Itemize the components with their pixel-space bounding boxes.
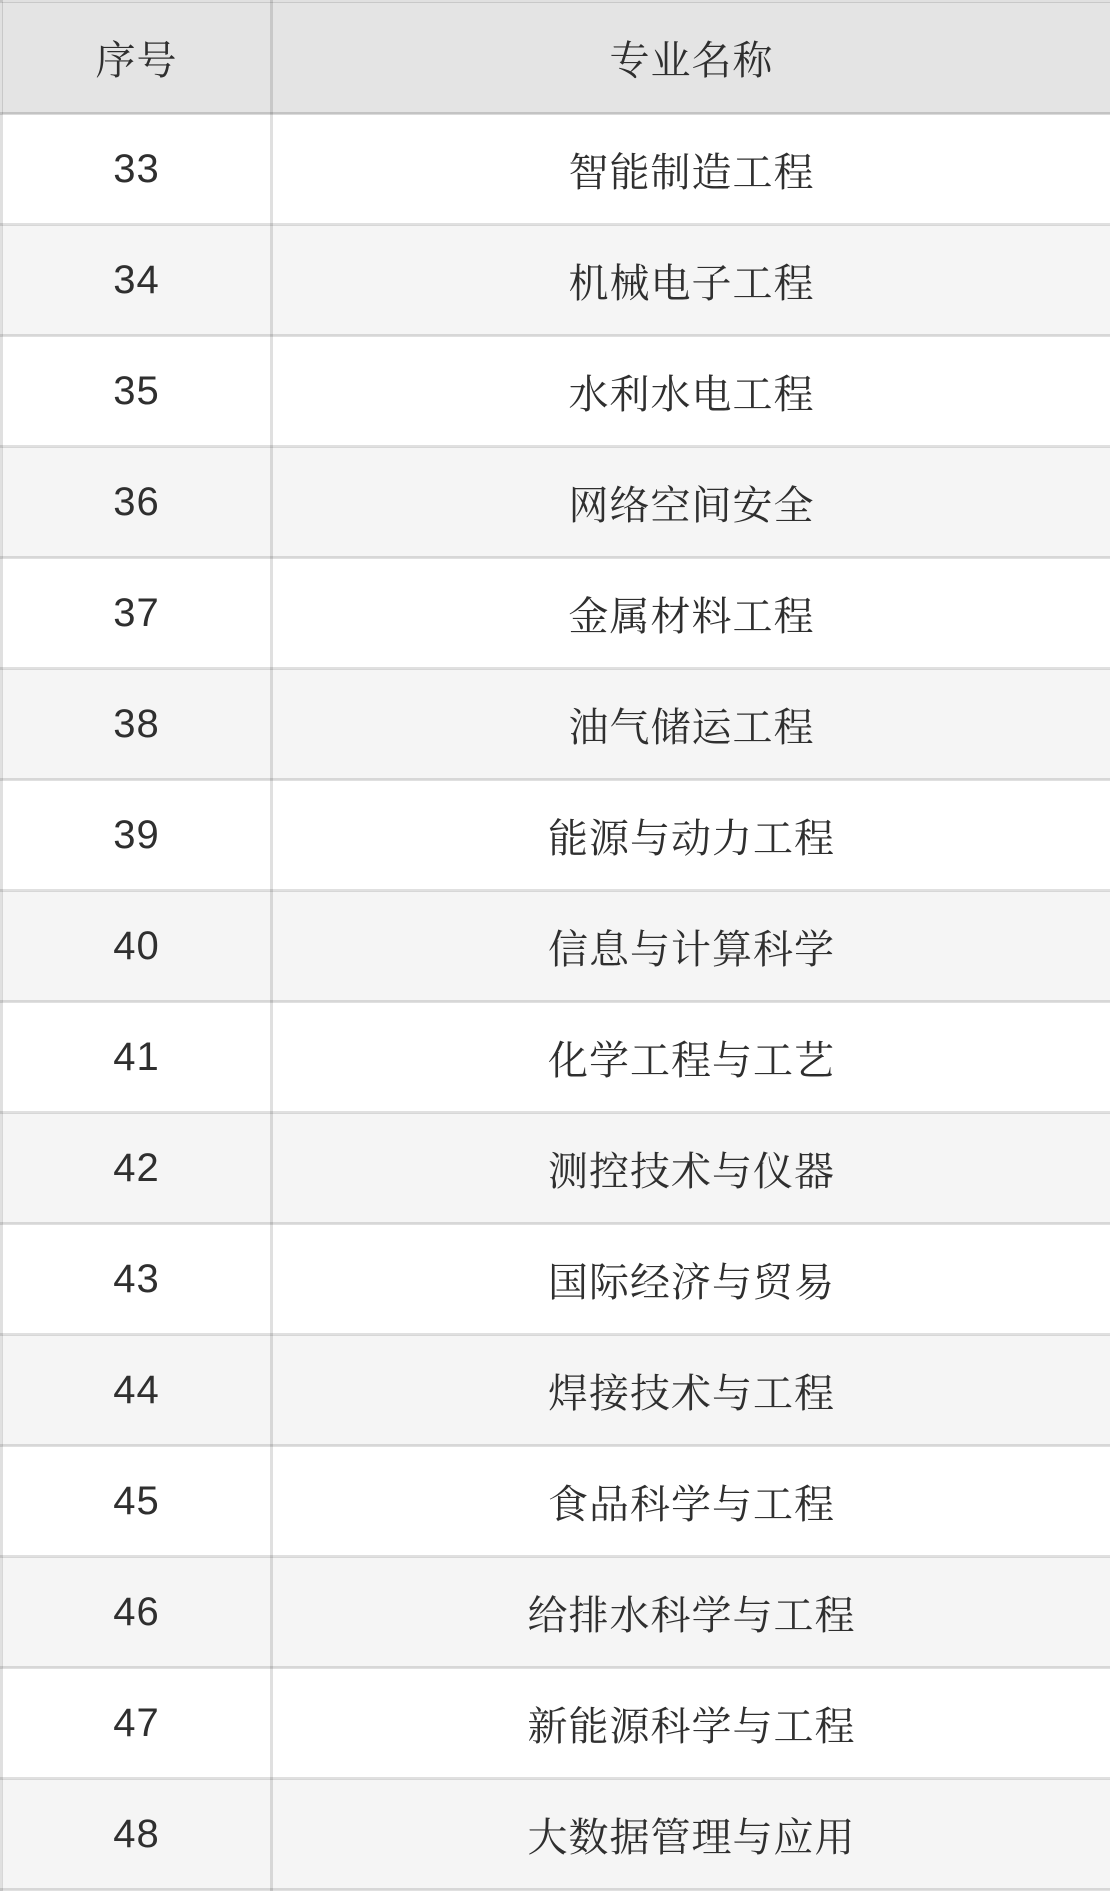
serial-cell: 48 — [2, 1779, 272, 1890]
major-name-cell: 给排水科学与工程 — [272, 1557, 1110, 1668]
serial-cell: 38 — [2, 669, 272, 780]
major-name-cell: 水利水电工程 — [272, 336, 1110, 447]
major-name-cell: 油气储运工程 — [272, 669, 1110, 780]
major-name-cell: 食品科学与工程 — [272, 1446, 1110, 1557]
table-row — [2, 1002, 1110, 1113]
table-row — [2, 336, 1110, 447]
serial-cell: 39 — [2, 780, 272, 891]
major-name-cell: 网络空间安全 — [272, 447, 1110, 558]
table-row — [2, 447, 1110, 558]
serial-cell: 47 — [2, 1668, 272, 1779]
serial-cell: 40 — [2, 891, 272, 1002]
column-header-serial: 序号 — [2, 2, 272, 114]
serial-cell: 34 — [2, 225, 272, 336]
major-name-cell: 大数据管理与应用 — [272, 1779, 1110, 1890]
table-row — [2, 114, 1110, 225]
serial-cell: 35 — [2, 336, 272, 447]
table-row — [2, 780, 1110, 891]
serial-cell: 33 — [2, 114, 272, 225]
major-name-cell: 金属材料工程 — [272, 558, 1110, 669]
serial-cell: 42 — [2, 1113, 272, 1224]
major-name-cell: 国际经济与贸易 — [272, 1224, 1110, 1335]
major-name-cell: 焊接技术与工程 — [272, 1335, 1110, 1446]
major-name-cell: 信息与计算科学 — [272, 891, 1110, 1002]
major-name-cell: 化学工程与工艺 — [272, 1002, 1110, 1113]
serial-cell: 37 — [2, 558, 272, 669]
table-row — [2, 1113, 1110, 1224]
major-name-cell: 机械电子工程 — [272, 225, 1110, 336]
table-row — [2, 1224, 1110, 1335]
table-row — [2, 1335, 1110, 1446]
header-row — [2, 2, 1110, 114]
major-name-cell: 新能源科学与工程 — [272, 1668, 1110, 1779]
serial-cell: 41 — [2, 1002, 272, 1113]
serial-cell: 44 — [2, 1335, 272, 1446]
table-row — [2, 669, 1110, 780]
table-row — [2, 1779, 1110, 1890]
column-header-major-name: 专业名称 — [272, 2, 1110, 114]
serial-cell: 36 — [2, 447, 272, 558]
serial-cell: 43 — [2, 1224, 272, 1335]
major-name-cell: 能源与动力工程 — [272, 780, 1110, 891]
table-row — [2, 1446, 1110, 1557]
major-name-cell: 测控技术与仪器 — [272, 1113, 1110, 1224]
major-name-cell: 智能制造工程 — [272, 114, 1110, 225]
table-header — [2, 2, 1110, 114]
table-row — [2, 225, 1110, 336]
serial-cell: 45 — [2, 1446, 272, 1557]
table-row — [2, 891, 1110, 1002]
table-row — [2, 1668, 1110, 1779]
serial-cell: 46 — [2, 1557, 272, 1668]
table-row — [2, 558, 1110, 669]
table-body — [2, 114, 1110, 1890]
table-row — [2, 1557, 1110, 1668]
